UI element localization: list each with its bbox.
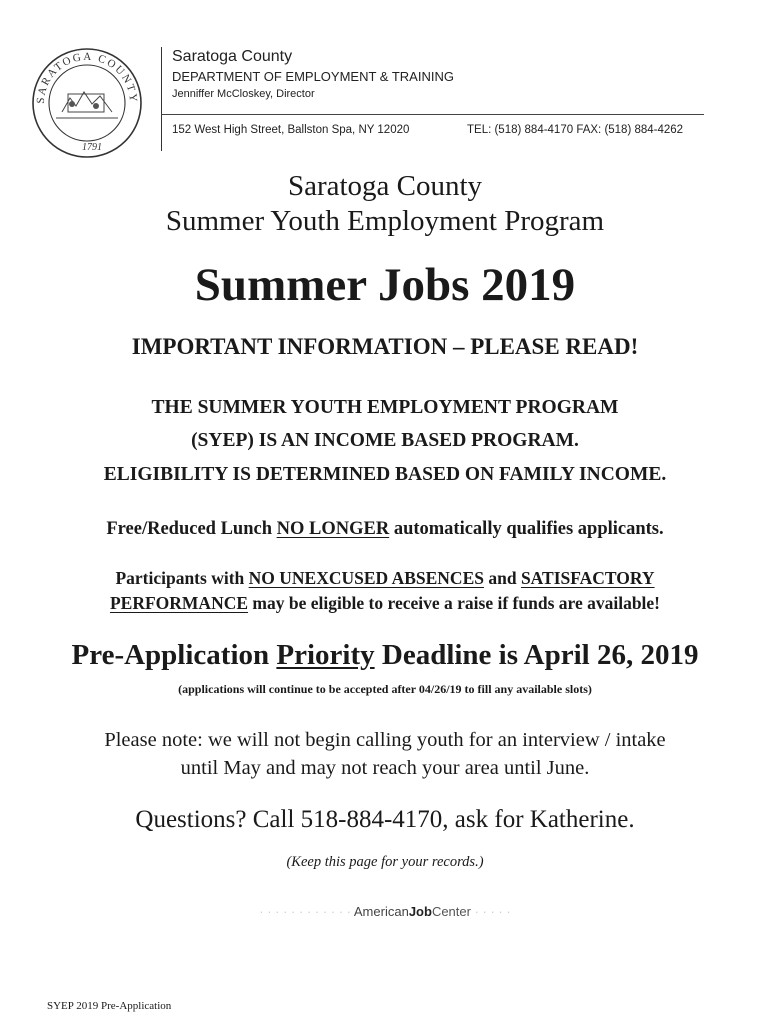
raise-text-mid: and — [483, 568, 521, 588]
title-program: Summer Youth Employment Program — [165, 205, 605, 237]
american-job-center-logo — [0, 904, 770, 919]
logo-part-1: American — [353, 904, 409, 919]
lunch-text-emph: NO LONGER — [276, 519, 390, 539]
income-line-2: (SYEP) IS AN INCOME BASED PROGRAM. — [191, 430, 579, 451]
deadline-text-before: Pre-Application — [71, 639, 277, 671]
seal-top-text: SARATOGA COUNTY — [34, 50, 140, 105]
important-heading: IMPORTANT INFORMATION – PLEASE READ! — [131, 334, 639, 359]
lunch-notice — [0, 519, 770, 540]
header-county: Saratoga County — [172, 48, 293, 65]
deadline-note: (applications will continue to be accepted after 04/26/19 to fill any available slots) — [178, 682, 592, 696]
questions-line: Questions? Call 518-884-4170, ask for Katherine. — [135, 806, 635, 833]
deadline-heading — [0, 639, 770, 672]
seal-year: 1791 — [82, 142, 102, 153]
county-seal-icon — [30, 46, 144, 160]
raise-notice-line-2 — [0, 593, 770, 614]
lunch-text-before: Free/Reduced Lunch — [106, 519, 277, 539]
please-note-line-1: Please note: we will not begin calling youth for an interview / intake — [104, 729, 666, 751]
title-county: Saratoga County — [287, 170, 483, 202]
header-director: Jenniffer McCloskey, Director — [172, 88, 315, 100]
title-main: Summer Jobs 2019 — [194, 259, 576, 311]
header-phone-fax: TEL: (518) 884-4170 FAX: (518) 884-4262 — [467, 124, 684, 136]
logo-faint-left: · · · · · · · · · · · · — [259, 904, 351, 919]
logo-part-2: Job — [408, 904, 432, 919]
raise-text-emph-2: SATISFACTORY — [520, 568, 655, 588]
keep-records-note: (Keep this page for your records.) — [286, 854, 484, 870]
please-note-line-2: until May and may not reach your area until June. — [180, 757, 590, 779]
raise-text-after: may be eligible to receive a raise if funds are available! — [248, 593, 661, 613]
header-address: 152 West High Street, Ballston Spa, NY 12020 — [172, 124, 410, 136]
lunch-text-after: automatically qualifies applicants. — [389, 519, 664, 539]
logo-part-3: Center — [431, 904, 471, 919]
raise-text-emph-1: NO UNEXCUSED ABSENCES — [248, 568, 484, 588]
income-line-1: THE SUMMER YOUTH EMPLOYMENT PROGRAM — [151, 397, 619, 418]
header-divider-vertical — [161, 47, 162, 151]
raise-notice-line-1 — [0, 568, 770, 589]
deadline-text-emph: Priority — [276, 639, 375, 671]
raise-text-before: Participants with — [115, 568, 249, 588]
logo-faint-right: · · · · · — [474, 904, 511, 919]
footer-form-id: SYEP 2019 Pre-Application — [47, 1000, 172, 1012]
header-divider-horizontal — [161, 114, 704, 115]
raise-text-emph-3: PERFORMANCE — [109, 593, 249, 613]
income-line-3: ELIGIBILITY IS DETERMINED BASED ON FAMILY INCOME. — [103, 464, 667, 485]
header-department: DEPARTMENT OF EMPLOYMENT & TRAINING — [172, 69, 454, 84]
deadline-text-after: Deadline is April 26, 2019 — [374, 639, 699, 671]
